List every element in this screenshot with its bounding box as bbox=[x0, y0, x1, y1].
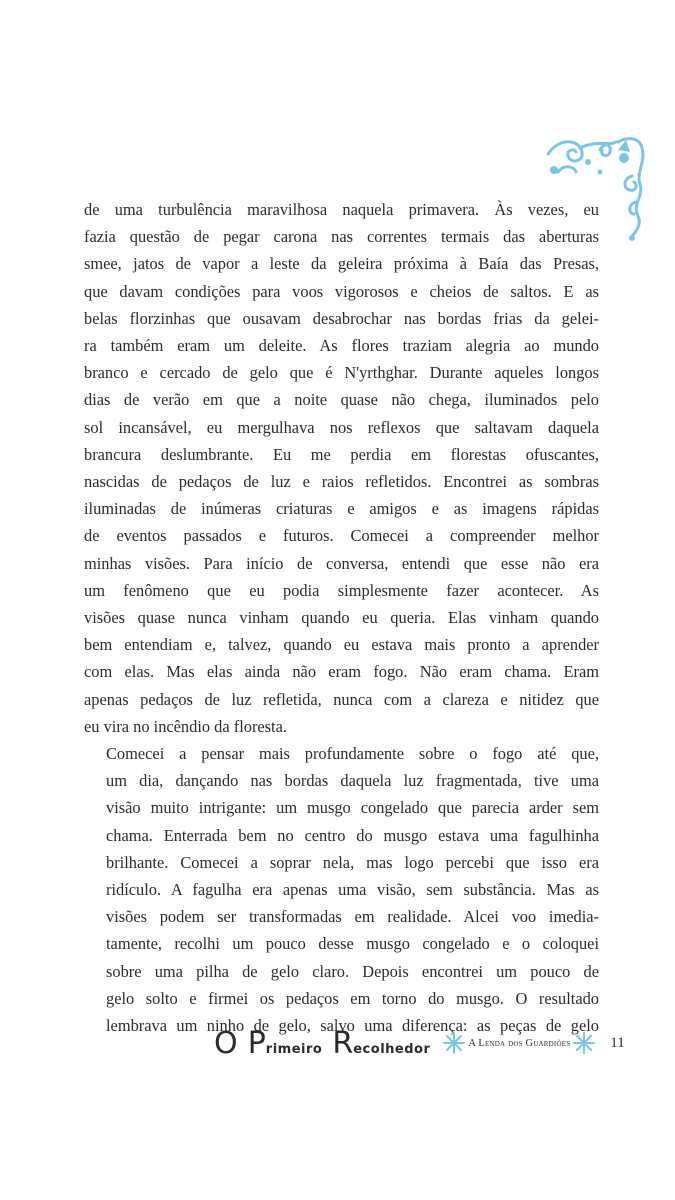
text-line: sol incansável, eu mergulhava nos reflexos que saltavam daquela bbox=[84, 417, 599, 437]
text-line: tamente, recolhi um pouco desse musgo congelado e o coloquei bbox=[106, 934, 599, 954]
text-line: com elas. Mas elas ainda não eram fogo. Não eram chama. Eram bbox=[84, 662, 599, 682]
text-line: brancura deslumbrante. Eu me perdia em florestas ofuscantes, bbox=[84, 444, 599, 464]
text-line: que davam condições para voos vigorosos e cheios de saltos. E as bbox=[84, 281, 599, 301]
text-line: ridículo. A fagulha era apenas uma visão, sem substância. Mas as bbox=[106, 880, 599, 900]
text-line: smee, jatos de vapor a leste da geleira próxima à Baía das Presas, bbox=[84, 254, 599, 274]
text-line: dias de verão em que a noite quase não chega, iluminados pelo bbox=[84, 390, 599, 410]
snowflake-icon bbox=[572, 1031, 596, 1055]
text-line: minhas visões. Para início de conversa, entendi que esse não era bbox=[84, 553, 599, 573]
title-initial-p: P bbox=[247, 1025, 266, 1061]
page-number: 11 bbox=[610, 1034, 625, 1051]
text-line: branco e cercado de gelo que é N'yrthghar. Durante aqueles longos bbox=[84, 363, 599, 383]
title-word-recolhedor: ecolhedor bbox=[353, 1041, 431, 1057]
text-line: visão muito intrigante: um musgo congelado que parecia arder sem bbox=[106, 798, 599, 818]
paragraph bbox=[84, 196, 599, 740]
text-line: bem entendiam e, talvez, quando eu estava mais pronto a aprender bbox=[84, 635, 599, 655]
text-line: um fenômeno que eu podia simplesmente fazer acontecer. As bbox=[84, 580, 599, 600]
text-line: iluminadas de inúmeras criaturas e amigos e as imagens rápidas bbox=[84, 499, 599, 519]
title-initial-o: O bbox=[214, 1025, 238, 1061]
running-footer bbox=[214, 1026, 644, 1060]
text-line: belas florzinhas que ousavam desabrochar nas bordas frias da gelei- bbox=[84, 308, 599, 328]
snowflake-icon bbox=[442, 1031, 466, 1055]
title-initial-r: R bbox=[332, 1025, 354, 1061]
text-line: Comecei a pensar mais profundamente sobre o fogo até que, bbox=[106, 744, 599, 764]
body-text bbox=[84, 196, 599, 1039]
text-line: eu vira no incêndio da floresta. bbox=[84, 716, 287, 736]
text-line: fazia questão de pegar carona nas correntes termais das aberturas bbox=[84, 227, 599, 247]
text-line: gelo solto e firmei os pedaços em torno do musgo. O resultado bbox=[106, 988, 599, 1008]
text-line: um dia, dançando nas bordas daquela luz fragmentada, tive uma bbox=[106, 771, 599, 791]
text-line: nascidas de pedaços de luz e raios refletidos. Encontrei as sombras bbox=[84, 472, 599, 492]
text-line: sobre uma pilha de gelo claro. Depois encontrei um pouco de bbox=[106, 961, 599, 981]
text-line: de uma turbulência maravilhosa naquela primavera. Às vezes, eu bbox=[84, 200, 599, 219]
title-word-primeiro: rimeiro bbox=[265, 1041, 323, 1057]
text-line: ra também eram um deleite. As flores traziam alegria ao mundo bbox=[84, 336, 599, 356]
text-line: de eventos passados e futuros. Comecei a compreender melhor bbox=[84, 526, 599, 546]
text-line: brilhante. Comecei a soprar nela, mas logo percebi que isso era bbox=[106, 852, 599, 872]
text-line: chama. Enterrada bem no centro do musgo estava uma fagulhinha bbox=[106, 825, 599, 845]
paragraph bbox=[84, 740, 599, 1039]
book-title bbox=[214, 1026, 430, 1061]
text-line: apenas pedaços de luz refletida, nunca com a clareza e nitidez que bbox=[84, 689, 599, 709]
series-title: A Lenda dos Guardiões bbox=[468, 1037, 571, 1049]
text-line: visões podem ser transformadas em realidade. Alcei voo imedia- bbox=[106, 907, 599, 927]
text-line: lembrava um ninho de gelo, salvo uma diferença: as peças de gelo bbox=[106, 1016, 599, 1036]
text-line: visões quase nunca vinham quando eu queria. Elas vinham quando bbox=[84, 608, 599, 628]
